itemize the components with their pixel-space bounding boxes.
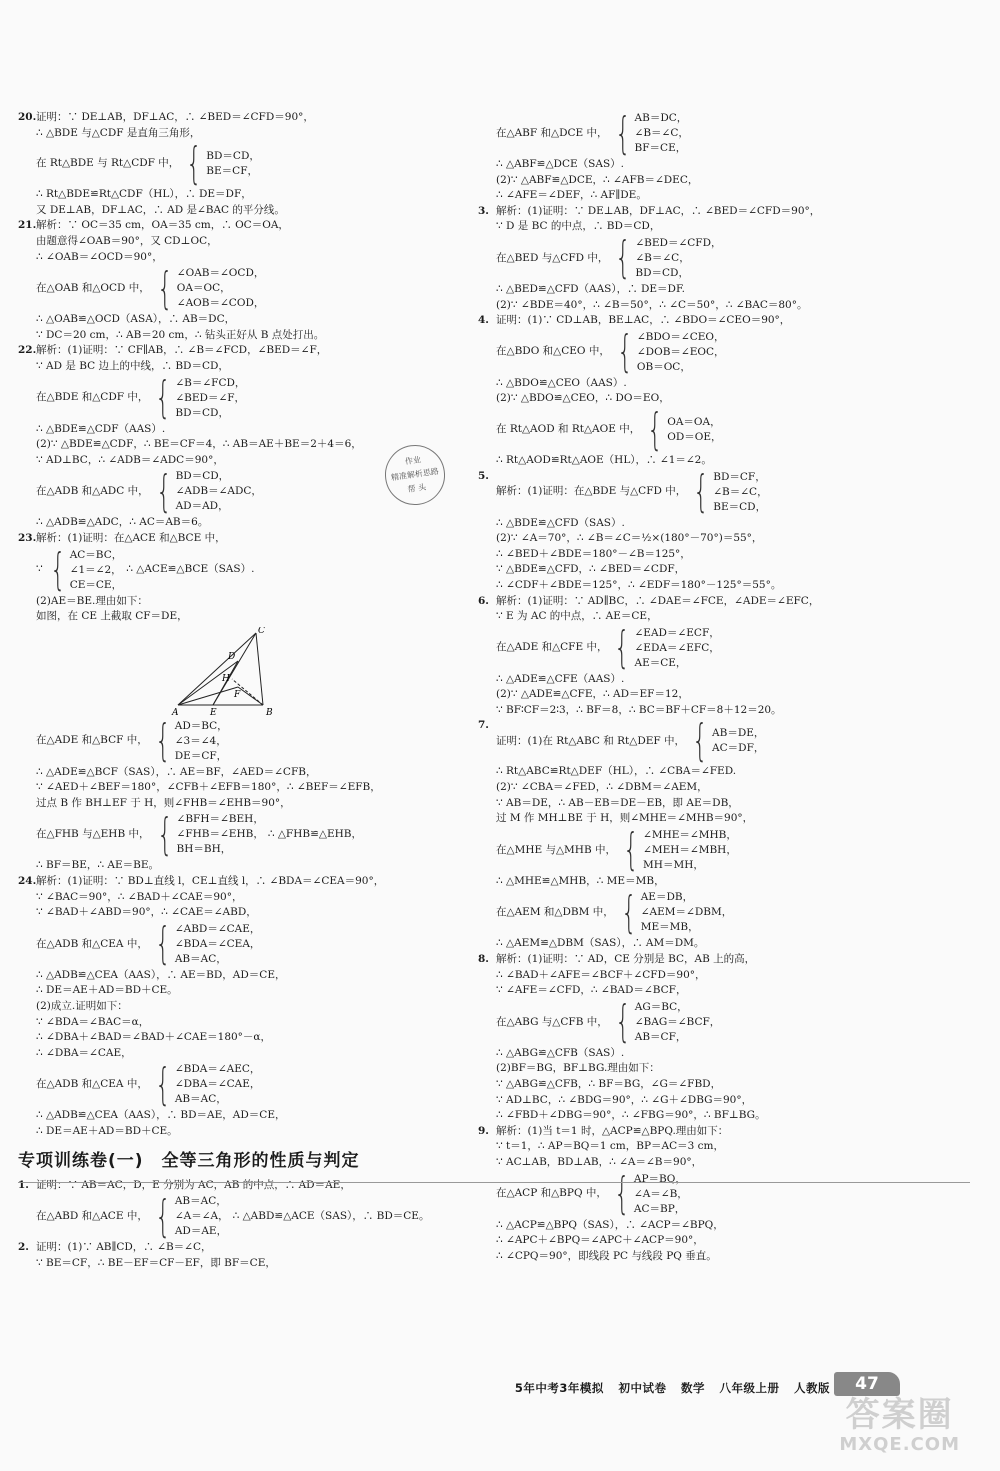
answer-line: ∴ DE＝AE＋AD＝BD＋CE。: [36, 1125, 178, 1137]
system-row: AD＝BC，: [174, 719, 228, 732]
system-rows: [177, 812, 264, 857]
answer-line: (2)成立.证明如下：: [36, 1000, 128, 1013]
stamp-line-1: 作业: [404, 455, 422, 467]
equation-system: [478, 715, 978, 767]
equation-system: [478, 403, 978, 455]
answer-line: (2)∵ △ABF≌△DCE，∴ ∠AFB＝∠DEC，: [496, 173, 699, 186]
system-prefix: 在△ABF 和△DCE 中，: [496, 126, 608, 139]
system-row: OA＝OA，: [667, 415, 721, 428]
answer-line: ∵ △ABG≌△CFB，∴ BF＝BG，∠G＝∠FBD，: [496, 1078, 722, 1090]
point-label-F: F: [234, 689, 241, 700]
answer-line: 过 M 作 MH⊥BE 于 H，则∠MHE＝∠MHB＝90°，: [496, 812, 754, 825]
system-row: ∠AEM＝∠DBM，: [640, 906, 733, 919]
answer-line: ∴ ∠FBD＋∠DBG＝90°，∴ ∠FBG＝90°，∴ BF⊥BG。: [496, 1109, 766, 1122]
question-number: 1.: [18, 1178, 29, 1191]
system-rows: [176, 469, 262, 514]
system-row: ∠BFH＝∠BEH，: [176, 813, 264, 826]
system-row: ∠B＝∠C，: [634, 127, 689, 139]
triangle-figure: [168, 627, 298, 717]
brace-icon: {: [155, 1058, 171, 1110]
system-prefix: 在△ADE 和△BCF 中，: [36, 734, 148, 747]
system-row: CE＝CE，: [69, 578, 123, 591]
answer-line: ∴ ∠AFE＝∠DEF，∴ AF∥DE。: [496, 189, 647, 202]
answer-line: ∵ ∠BDA＝∠BAC＝α，: [36, 1015, 150, 1028]
footer-divider: [18, 1182, 970, 1183]
question-number: 8.: [478, 953, 489, 966]
answer-line: ∴ △ABF≌△DCE（SAS）.: [496, 158, 624, 170]
equation-system: [18, 1058, 458, 1110]
answer-line: ∴ Rt△AOD≌Rt△AOE（HL），∴ ∠1＝∠2。: [496, 453, 712, 466]
system-prefix: 在△OAB 和△OCD 中，: [36, 281, 150, 294]
equation-system: [478, 824, 978, 876]
brace-icon: {: [693, 466, 709, 518]
system-row: AB＝AC，: [174, 1093, 227, 1106]
footer-grade: 八年级上册: [719, 1381, 780, 1395]
answer-line: ∴ △BED≌△CFD（AAS），∴ DE＝DF.: [496, 282, 685, 295]
question-item: [478, 594, 978, 625]
answer-line: ∴ △ABG≌△CFB（SAS）.: [496, 1046, 625, 1059]
system-row: ∠BDO＝∠CEO，: [636, 330, 725, 343]
answer-line: ∴ △ADB≌△CEA（AAS），∴ AE＝BD，AD＝CE，: [36, 968, 286, 981]
system-row: ∠MHE＝∠MHB，: [643, 828, 737, 841]
answer-line: (2)∵ ∠BDE＝40°，∴ ∠B＝50°，∴ ∠C＝50°，∴ ∠BAC＝80°。: [496, 298, 808, 311]
system-row: ∠A＝∠A，: [174, 1210, 229, 1223]
question-line: ∵ ∠BAD＋∠ABD＝90°，∴ ∠CAE＝∠ABD，: [36, 906, 257, 919]
system-row: AB＝DC，: [634, 112, 688, 124]
answer-line: ∴ ∠BED＋∠BDE＝180°－∠B＝125°，: [496, 547, 691, 560]
question-line: 解析：∵ OC＝35 cm，OA＝35 cm，∴ OC＝OA，: [36, 219, 289, 232]
question-line: 解析：(1)证明：在△ACE 和△BCE 中，: [36, 531, 226, 544]
question-line: ∵ BE＝CF，∴ BE－EF＝CF－EF，即 BF＝CE，: [36, 1256, 276, 1269]
system-row: ∠BAG＝∠BCF，: [634, 1015, 721, 1028]
brace-icon: {: [155, 372, 172, 424]
brace-icon: {: [155, 918, 171, 970]
system-prefix: ∵: [36, 563, 43, 576]
system-rows: [634, 626, 719, 671]
question-line: 解析：(1)证明：∵ AD∥BC，∴ ∠DAE＝∠FCE，∠ADE＝∠EFC，: [496, 594, 820, 607]
question-line: 证明：(1)∵ AB∥CD，∴ ∠B＝∠C，: [36, 1241, 212, 1254]
answer-line: ∴ Rt△BDE≌Rt△CDF（HL），∴ DE＝DF，: [36, 188, 252, 201]
answer-line: 如图，在 CE 上截取 CF＝DE，: [36, 610, 188, 623]
equation-system: [18, 544, 458, 595]
system-suffix: ∴ △FHB≌△EHB，: [267, 828, 362, 841]
question-item: [18, 1178, 458, 1194]
brace-icon: {: [615, 232, 632, 284]
answer-line: ∴ DE＝AE＋AD＝BD＋CE。: [36, 984, 178, 997]
system-row: ∠B＝∠C，: [635, 251, 690, 264]
system-rows: [175, 1062, 261, 1107]
equation-system: [478, 886, 978, 938]
question-item: [478, 952, 978, 999]
system-row: AG＝BC，: [634, 1000, 688, 1013]
answer-line: (2)∵ ∠CBA＝∠FED，∴ ∠DBM＝∠AEM，: [496, 781, 708, 794]
question-line: 证明：∵ DE⊥AB，DF⊥AC，∴ ∠BED＝∠CFD＝90°，: [36, 111, 314, 123]
system-rows: [641, 890, 732, 935]
question-item: [18, 874, 458, 921]
answer-line: ∴ ∠CDF＋∠BDE＝125°，∴ ∠EDF＝180°－125°＝55°。: [496, 578, 782, 591]
brace-icon: {: [157, 262, 173, 314]
system-rows: [635, 236, 721, 281]
answer-line: ∴ △AEM≌△DBM（SAS），∴ AM＝DM。: [496, 937, 705, 950]
system-prefix: 在△AEM 和△DBM 中，: [496, 906, 614, 919]
page-number: 47: [834, 1372, 900, 1396]
watermark-line-1: 答案圈: [845, 1395, 954, 1435]
equation-system: [18, 1190, 458, 1242]
system-prefix: 在△ADB 和△ADC 中，: [36, 485, 149, 498]
equation-system: [18, 808, 458, 860]
brace-icon: {: [155, 465, 172, 517]
equation-system: [18, 138, 458, 190]
answer-line: ∴ △BDO≌△CEO（AAS）.: [496, 376, 627, 389]
section-title: 专项训练卷(一) 全等三角形的性质与判定: [18, 1150, 360, 1171]
answer-line: ∴ ∠DBA＋∠BAD＝∠BAD＋∠CAE＝180°－α，: [36, 1031, 272, 1044]
system-row: BE＝CF，: [206, 165, 258, 178]
system-prefix: 在△ABD 和△ACE 中，: [36, 1209, 148, 1222]
stamp-line-3: 帮 头: [407, 482, 427, 495]
footer-edition: 人教版: [794, 1381, 830, 1395]
answer-line: (2)∵ ∠A＝70°，∴ ∠B＝∠C＝½×(180°－70°)＝55°，: [496, 532, 763, 545]
system-row: BD＝CD，: [175, 406, 229, 419]
system-row: ∠BED＝∠F，: [175, 391, 246, 404]
left-column: [18, 110, 458, 1271]
system-prefix: 在 Rt△BDE 与 Rt△CDF 中，: [36, 157, 180, 170]
equation-system: [18, 715, 458, 767]
question-number: 22.: [18, 344, 37, 357]
answer-line: ∴ ∠DBA＝∠CAE，: [36, 1046, 132, 1059]
system-row: ∠DBA＝∠CAE，: [174, 1078, 261, 1091]
system-row: AP＝BQ，: [633, 1172, 686, 1185]
question-number: 5.: [478, 469, 489, 482]
brace-icon: {: [186, 138, 202, 190]
system-row: AB＝DE，: [712, 727, 765, 740]
brace-icon: {: [155, 715, 171, 767]
question-line: ∴ △BDE 与△CDF 是直角三角形，: [36, 126, 201, 139]
system-row: MH＝MH，: [643, 858, 704, 871]
system-row: ∠OAB＝∠OCD，: [176, 267, 265, 280]
system-prefix: 在△BED 与△CFD 中，: [496, 251, 609, 264]
equation-system: [478, 466, 978, 518]
system-rows: [634, 1172, 688, 1217]
system-row: BD＝CF，: [713, 470, 766, 483]
system-prefix: 证明：(1)在 Rt△ABC 和 Rt△DEF 中，: [496, 734, 686, 747]
question-line: ∵ t＝1，∴ AP＝BQ＝1 cm，BP＝AC＝3 cm，: [496, 1140, 725, 1153]
question-item: [18, 218, 458, 265]
system-row: AB＝CF，: [634, 1030, 687, 1043]
system-rows: [175, 922, 261, 967]
equation-system: [478, 622, 978, 674]
answer-line: ∵ DC＝20 cm，∴ AB＝20 cm，∴ 钻头正好从 B 点处打出。: [36, 328, 325, 341]
system-row: OB＝OC，: [636, 360, 691, 373]
answer-line: ∴ ∠APC＋∠BPQ＝∠APC＋∠ACP＝90°，: [496, 1234, 704, 1247]
answer-line: ∵ BF∶CF＝2∶3，∴ BF＝8，∴ BC＝BF＋CF＝8＋12＝20。: [496, 703, 782, 716]
segment-BC: [256, 633, 263, 705]
equation-system: [478, 1168, 978, 1220]
segment-AF: [178, 687, 238, 705]
question-number: 9.: [478, 1124, 489, 1137]
brace-icon: {: [156, 808, 173, 860]
question-line: 解析：(1)证明：∵ AD，CE 分别是 BC，AB 上的高，: [496, 953, 756, 966]
system-row: BH＝BH，: [176, 843, 232, 856]
brace-icon: {: [692, 715, 708, 767]
system-suffix: ∴ △ABD≌△ACE（SAS），∴ BD＝CE。: [232, 1209, 430, 1222]
question-item: [18, 531, 458, 547]
equation-system: [478, 232, 978, 284]
answer-line: ∵ AB＝DE，∴ AB－EB＝DE－EB，即 AE＝DB，: [496, 796, 739, 809]
answer-line: ∴ ∠CPQ＝90°，即线段 PC 与线段 PQ 垂直。: [496, 1249, 717, 1262]
system-row: OD＝OE，: [667, 430, 722, 443]
answer-line: ∵ AD⊥BC，∴ ∠ADB＝∠ADC＝90°，: [36, 453, 224, 466]
question-line: ∵ AD 是 BC 边上的中线，∴ BD＝CD，: [36, 359, 229, 372]
system-row: OA＝OC，: [176, 282, 231, 295]
system-suffix: ∴ △ACE≌△BCE（SAS）.: [126, 563, 255, 576]
question-item: [478, 204, 978, 235]
question-number: 23.: [18, 531, 37, 544]
point-label-B: B: [266, 707, 273, 717]
system-row: BD＝CD，: [206, 150, 260, 163]
footer-subject: 数学: [680, 1381, 705, 1395]
system-row: ∠BED＝∠CFD，: [635, 236, 722, 249]
system-row: ∠EDA＝∠EFC，: [634, 641, 720, 654]
watermark: [839, 1395, 960, 1455]
system-row: AB＝AC，: [174, 952, 227, 965]
point-label-E: E: [210, 707, 217, 717]
brace-icon: {: [621, 886, 637, 938]
footer-type: 初中试卷: [618, 1381, 667, 1395]
equation-system: [478, 107, 978, 159]
question-line: 解析：(1)当 t＝1 时，△ACP≌△BPQ.理由如下：: [496, 1124, 729, 1137]
answer-line: ∵ AD⊥BC，∴ ∠BDG＝90°，∴ ∠G＋∠DBG＝90°，: [496, 1093, 753, 1106]
system-rows: [175, 376, 245, 421]
watermark-line-2: MXQE.COM: [839, 1434, 960, 1455]
system-row: AD＝AD，: [175, 500, 229, 513]
system-row: AB＝AC，: [174, 1195, 227, 1208]
system-row: ∠BDA＝∠AEC，: [174, 1063, 261, 1076]
question-line: ∵ E 为 AC 的中点，∴ AE＝CE，: [496, 610, 658, 623]
equation-system: [18, 262, 458, 314]
question-line: 证明：∵ AB＝AC，D，E 分别为 AC，AB 的中点，∴ AD＝AE，: [36, 1178, 351, 1191]
system-row: ∠BDA＝∠CEA，: [174, 937, 261, 950]
question-number: 3.: [478, 204, 489, 217]
point-label-A: A: [172, 707, 179, 717]
system-row: ∠B＝∠C，: [713, 485, 768, 498]
question-line: 解析：(1)证明：∵ CF∥AB，∴ ∠B＝∠FCD，∠BED＝∠F，: [36, 344, 328, 357]
system-row: ∠AOB＝∠COD，: [176, 297, 265, 310]
question-line: 解析：(1)证明：∵ BD⊥直线 l，CE⊥直线 l，∴ ∠BDA＝∠CEA＝90°，: [36, 875, 385, 888]
question-number: 21.: [18, 219, 37, 232]
answer-line: ∴ △MHE≌△MHB，∴ ME＝MB，: [496, 874, 665, 887]
answer-line: (2)∵ △ADE≌△CFE，∴ AD＝EF＝12，: [496, 688, 689, 701]
question-number: 2.: [18, 1241, 29, 1254]
question-item: [18, 110, 458, 141]
system-prefix: 在△BDO 和△CEO 中，: [496, 345, 610, 358]
answer-line: ∴ △BDE≌△CDF（AAS）.: [36, 422, 166, 435]
question-item: [18, 343, 458, 374]
system-row: ∠A＝∠B，: [633, 1187, 688, 1200]
question-line: ∵ ∠AFE＝∠CFD，∴ ∠BAD＝∠BCF，: [496, 984, 687, 997]
answer-line: ∴ △ACP≌△BPQ（SAS），∴ ∠ACP＝∠BPQ，: [496, 1218, 724, 1231]
answer-line: (2)∵ △BDE≌△CDF，∴ BE＝CF＝4，∴ AB＝AE＋BE＝2＋4＝6，: [36, 438, 362, 451]
answer-line: ∴ △OAB≌△OCD（ASA），∴ AB＝DC，: [36, 313, 236, 326]
system-row: AC＝BP，: [633, 1202, 686, 1215]
system-rows: [637, 330, 725, 375]
system-row: ∠MEH＝∠MBH，: [643, 843, 737, 856]
system-row: AE＝DB，: [640, 891, 694, 904]
footer: [505, 1380, 830, 1396]
system-row: ∠FHB＝∠EHB，: [176, 828, 264, 841]
system-rows: [70, 548, 123, 593]
system-row: ME＝MB，: [640, 921, 699, 934]
question-number: 7.: [478, 719, 489, 732]
equation-system: [478, 996, 978, 1048]
system-prefix: 在△ADB 和△CEA 中，: [36, 1078, 148, 1091]
point-label-D: D: [228, 651, 236, 662]
question-line: ∴ ∠BAD＋∠AFE＝∠BCF＋∠CFD＝90°，: [496, 968, 706, 981]
answer-line: (2)BF＝BG，BF⊥BG.理由如下：: [496, 1062, 660, 1075]
question-number: 4.: [478, 314, 489, 327]
system-row: ∠3＝∠4，: [174, 734, 227, 747]
system-prefix: 在△BDE 和△CDF 中，: [36, 391, 149, 404]
system-row: ∠ADB＝∠ADC，: [175, 485, 262, 498]
answer-line: (2)AE＝BE.理由如下：: [36, 594, 148, 607]
answer-line: ∴ △ADE≌△CFE（AAS）.: [496, 672, 625, 685]
system-rows: [175, 1194, 229, 1239]
system-row: BD＝CD，: [175, 470, 230, 483]
footer-series: 5年中考3年模拟: [514, 1381, 604, 1395]
answer-line: ∵ △BDE≌△CFD，∴ ∠BED＝∠CDF，: [496, 563, 686, 576]
question-line: ∵ ∠BAC＝90°，∴ ∠BAD＋∠CAE＝90°，: [36, 890, 243, 903]
answer-line: ∵ ∠AED＋∠BEF＝180°，∠CFB＋∠EFB＝180°，∴ ∠BEF＝∠EFB，: [36, 781, 381, 794]
system-row: ∠1＝∠2，: [69, 563, 122, 576]
question-line: ∵ D 是 BC 的中点，∴ BD＝CD，: [496, 220, 661, 233]
system-row: BE＝CD，: [713, 500, 767, 513]
system-prefix: 在△MHE 与△MHB 中，: [496, 843, 617, 856]
system-rows: [643, 828, 737, 873]
brace-icon: {: [614, 107, 631, 159]
answer-line: ∴ △ADE≌△BCF（SAS），∴ AE＝BF，∠AED＝∠CFB，: [36, 765, 317, 778]
system-row: ∠B＝∠FCD，: [175, 376, 246, 389]
system-rows: [713, 470, 767, 515]
system-row: AD＝AE，: [174, 1225, 228, 1238]
system-row: ∠DOB＝∠EOC，: [636, 345, 725, 358]
question-number: 24.: [18, 875, 37, 888]
question-line: ∴ ∠OAB＝∠OCD＝90°，: [36, 250, 163, 263]
system-prefix: 解析：(1)证明：在△BDE 与△CFD 中，: [496, 485, 687, 498]
equation-system: [18, 372, 458, 424]
system-row: AC＝DF，: [712, 742, 765, 755]
answer-line: ∴ △BDE≌△CFD（SAS）.: [496, 516, 625, 529]
system-rows: [206, 149, 260, 179]
brace-icon: {: [155, 1190, 171, 1242]
brace-icon: {: [614, 622, 631, 674]
answer-line: 过点 B 作 BH⊥EF 于 H，则∠FHB＝∠EHB＝90°，: [36, 796, 291, 809]
system-prefix: 在△ADE 和△CFE 中，: [496, 641, 608, 654]
question-line: ∵ AC⊥AB，BD⊥AB，∴ ∠A＝∠B＝90°，: [496, 1155, 703, 1168]
question-item: [18, 1240, 458, 1271]
system-row: ∠ABD＝∠CAE，: [174, 922, 261, 935]
system-row: BF＝CE，: [634, 142, 687, 154]
system-prefix: 在△ADB 和△CEA 中，: [36, 937, 148, 950]
system-row: AC＝BC，: [69, 548, 123, 561]
segment-BF: [238, 687, 263, 705]
equation-system: [18, 918, 458, 970]
question-line: 证明：(1)∵ CD⊥AB，BE⊥AC，∴ ∠BDO＝∠CEO＝90°，: [496, 314, 791, 327]
question-number: 20.: [18, 111, 37, 123]
point-label-C: C: [258, 626, 265, 636]
question-line: 由题意得∠OAB＝90°，又 CD⊥OC，: [36, 234, 218, 247]
brace-icon: {: [615, 996, 631, 1048]
system-rows: [175, 719, 228, 764]
stamp-line-2: 精准解析思路: [390, 466, 440, 483]
system-prefix: 在△ACP 和△BPQ 中，: [496, 1187, 607, 1200]
system-row: BD＝CD，: [635, 266, 689, 279]
question-line: 解析：(1)证明：∵ DE⊥AB，DF⊥AC，∴ ∠BED＝∠CFD＝90°，: [496, 204, 821, 217]
question-number: 6.: [478, 594, 489, 607]
question-item: [478, 313, 978, 329]
system-rows: [667, 415, 721, 445]
system-rows: [635, 1000, 721, 1045]
answer-line: 又 DE⊥AB，DF⊥AC，∴ AD 是∠BAC 的平分线。: [36, 203, 285, 216]
system-prefix: 在 Rt△AOD 和 Rt△AOE 中，: [496, 423, 641, 436]
brace-icon: {: [617, 326, 633, 378]
right-column: [478, 107, 978, 1264]
brace-icon: {: [647, 403, 663, 455]
system-rows: [635, 111, 689, 156]
question-item: [478, 1124, 978, 1171]
segment-AC: [178, 633, 256, 705]
brace-icon: {: [614, 1168, 630, 1220]
equation-system: [478, 326, 978, 378]
system-rows: [177, 266, 265, 311]
brace-icon: {: [49, 544, 66, 595]
answer-line: ∴ Rt△ABC≌Rt△DEF（HL），∴ ∠CBA＝∠FED.: [496, 765, 737, 778]
answer-line: (2)∵ △BDO≌△CEO，∴ DO＝EO，: [496, 392, 670, 405]
answer-line: ∴ △ADB≌△CEA（AAS），∴ BD＝AE，AD＝CE，: [36, 1109, 286, 1122]
geometry-figure: [168, 627, 298, 717]
system-prefix: 在△ABG 与△CFB 中，: [496, 1015, 608, 1028]
system-rows: [712, 726, 764, 756]
point-label-H: H: [222, 673, 230, 684]
system-row: DE＝CF，: [174, 749, 228, 762]
system-row: ∠EAD＝∠ECF，: [634, 626, 720, 639]
answer-line: ∴ △ADB≌△ADC，∴ AC＝AB＝6。: [36, 516, 209, 529]
system-row: AE＝CE，: [634, 656, 687, 669]
answer-line: ∴ BF＝BE，∴ AE＝BE。: [36, 859, 160, 872]
system-prefix: 在△FHB 与△EHB 中，: [36, 828, 150, 841]
brace-icon: {: [623, 824, 639, 876]
